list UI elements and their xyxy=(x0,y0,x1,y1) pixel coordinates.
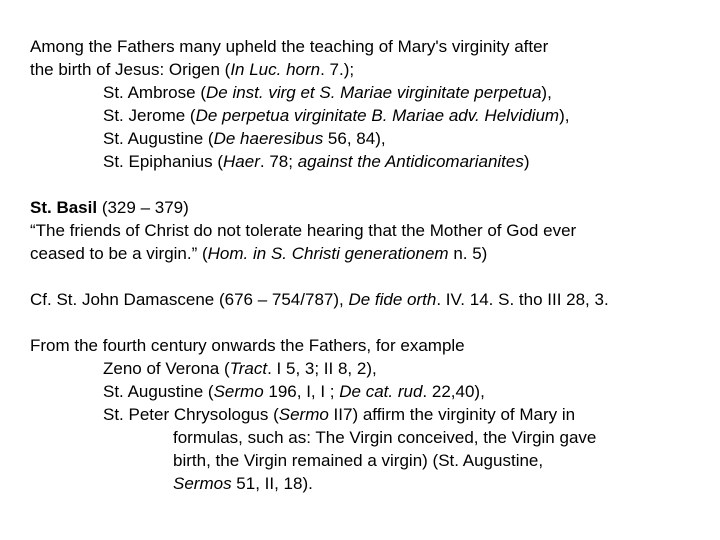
spacer xyxy=(30,265,718,288)
basil-paragraph xyxy=(30,196,718,265)
text-line: St. Augustine (De haeresibus 56, 84), xyxy=(103,129,386,148)
text-line: Sermos 51, II, 18). xyxy=(173,474,313,493)
text-line: the birth of Jesus: Origen (In Luc. horn. 7.); xyxy=(30,60,355,79)
spacer xyxy=(30,173,718,196)
spacer xyxy=(30,311,718,334)
text-line: birth, the Virgin remained a virgin) (St. Augustine, xyxy=(173,451,544,470)
text-line: St. Basil (329 – 379) xyxy=(30,198,189,217)
text-line: Among the Fathers many upheld the teaching of Mary's virginity after xyxy=(30,37,549,56)
text-line: “The friends of Christ do not tolerate hearing that the Mother of God ever xyxy=(30,221,577,240)
slide-content xyxy=(30,35,718,495)
text-line: St. Peter Chrysologus (Sermo II7) affirm the virginity of Mary in xyxy=(103,405,576,424)
text-line: ceased to be a virgin.” (Hom. in S. Christi generationem n. 5) xyxy=(30,244,488,263)
text-line: Zeno of Verona (Tract. I 5, 3; II 8, 2), xyxy=(103,359,377,378)
damascene-paragraph xyxy=(30,288,718,311)
text-line: St. Jerome (De perpetua virginitate B. Mariae adv. Helvidium), xyxy=(103,106,570,125)
text-line: St. Ambrose (De inst. virg et S. Mariae virginitate perpetua), xyxy=(103,83,552,102)
fathers-paragraph xyxy=(30,35,718,173)
fourth-century-paragraph xyxy=(30,334,718,495)
text-line: Cf. St. John Damascene (676 – 754/787), De fide orth. IV. 14. S. tho III 28, 3. xyxy=(30,290,609,309)
text-line: St. Epiphanius (Haer. 78; against the Antidicomarianites) xyxy=(103,152,530,171)
text-line: St. Augustine (Sermo 196, I, I ; De cat. rud. 22,40), xyxy=(103,382,485,401)
text-line: formulas, such as: The Virgin conceived, the Virgin gave xyxy=(173,428,597,447)
text-line: From the fourth century onwards the Fathers, for example xyxy=(30,336,465,355)
